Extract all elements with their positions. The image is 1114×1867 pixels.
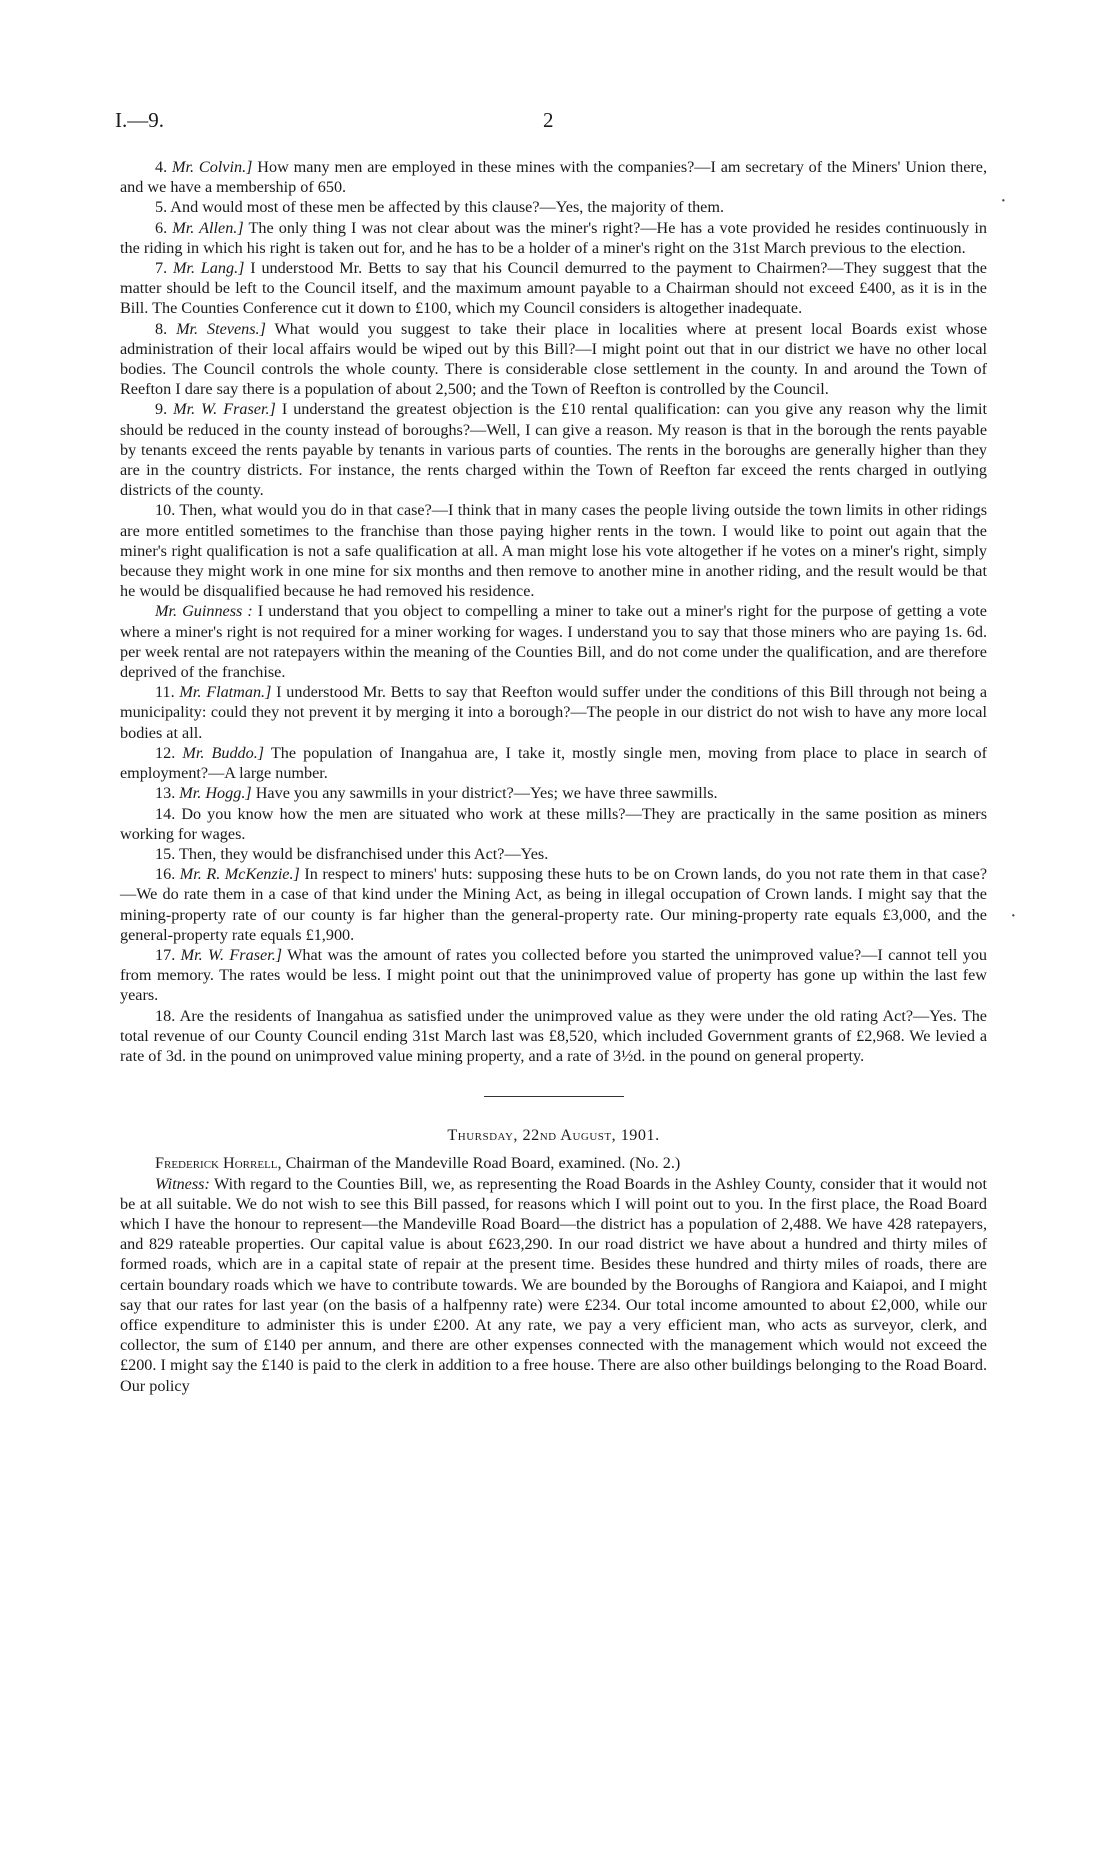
paragraph-number: 15. bbox=[155, 844, 176, 863]
paragraph-number: 10. bbox=[155, 501, 176, 520]
witness-text: With regard to the Counties Bill, we, as representing the Road Boards in the Ashley County, consider that it would not be at all suitable. We do not wish to see this Bill passed, for reasons which I will point out to you. In the first place, the Road Board which I have the honour to represent—the Mandeville Road Board—the district has a population of 2,488. We have 428 ratepayers, and 829 rateable properties. Our capital value is about £623,290. In our road district we have about a hundred and thirty miles of formed roads, which are in a capital state of repair at the present time. Besides these hundred and thirty miles of roads, there are certain boundary roads which we have to contribute towards. We are bounded by the Boroughs of Rangiora and Kaiapoi, and I might say that our rates for last year (on the basis of a halfpenny rate) were £234. Our total income amounted to about £2,000, while our office expenditure to administer this is under £200. At any rate, we pay a very efficient man, who acts as surveyor, clerk, and collector, the sum of £140 per annum, and there are other expenses connected with the management which would not exceed the £200. I might say the £140 is paid to the clerk in addition to a free house. There are also other buildings belonging to the Road Board. Our policy bbox=[120, 1174, 987, 1395]
qa-paragraph bbox=[120, 864, 987, 945]
qa-paragraph bbox=[120, 399, 987, 500]
qa-paragraph bbox=[120, 218, 987, 258]
document-reference: I.—9. bbox=[115, 108, 164, 132]
paragraph-number: 9. bbox=[155, 400, 168, 419]
speaker-name: Mr. Flatman.] bbox=[179, 683, 272, 702]
paragraph-number: 18. bbox=[155, 1006, 176, 1025]
speaker-name: Mr. W. Fraser.] bbox=[180, 945, 283, 964]
qa-paragraph bbox=[120, 258, 987, 319]
paragraph-text: And would most of these men be affected by this clause?—Yes, the majority of them. bbox=[170, 198, 725, 217]
paragraph-text: In respect to miners' huts: supposing these huts to be on Crown lands, do you not rate them in that case?—We do rate them in a case of that kind under the Mining Act, as being in illegal occupation of Crown lands. I might say that the mining-property rate of our county is far higher than the general-property rate. Our mining-property rate equals £3,000, and the general-property rate equals £1,900. bbox=[120, 865, 988, 944]
qa-paragraph bbox=[120, 743, 987, 783]
paragraph-text: Then, what would you do in that case?—I think that in many cases the people living outside the town limits in other ridings are more entitled sometimes to the franchise than those paying higher rents in the town. I would like to point out again that the miner's right qualification is not a safe qualification at all. A man might lose his vote altogether if he votes on a miner's right, simply because they might work in one mine for six months and then remove to another mine in another riding, and the result would be that he would be disqualified because he had removed his residence. bbox=[120, 501, 987, 601]
witness-description: Chairman of the Mandeville Road Board, examined. (No. 2.) bbox=[281, 1154, 681, 1173]
qa-paragraph bbox=[120, 319, 987, 400]
qa-paragraph bbox=[120, 783, 987, 803]
paragraph-number: 12. bbox=[155, 743, 176, 762]
witness-heading bbox=[120, 1153, 987, 1173]
paragraph-number: 5. bbox=[155, 198, 168, 217]
speaker-name: Mr. Hogg.] bbox=[179, 784, 252, 803]
speaker-name: Mr. W. Fraser.] bbox=[173, 400, 276, 419]
paragraph-text: Are the residents of Inangahua as satisfied under the unimproved value as they were under the old rating Act?—Yes. The total revenue of our County Council ending 31st March last was £8,520, which included Government grants of £2,968. We levied a rate of 3d. in the pound on unimproved value mining property, and a rate of 3½d. in the pound on general property. bbox=[120, 1006, 987, 1065]
document-body bbox=[120, 157, 987, 1396]
paragraph-number: 11. bbox=[155, 683, 175, 702]
paragraph-number: 8. bbox=[155, 319, 168, 338]
speaker-name: Mr. Allen.] bbox=[172, 218, 244, 237]
qa-paragraph bbox=[120, 682, 987, 743]
margin-mark-2: · bbox=[1010, 905, 1017, 927]
section-date: Thursday, 22nd August, 1901. bbox=[447, 1126, 660, 1145]
paragraph-text: What was the amount of rates you collected before you started the unimproved value?—I cannot tell you from memory. The rates would be less. I might point out that the uninimproved value of property has gone up within the last few years. bbox=[120, 945, 988, 1005]
page-number: 2 bbox=[543, 108, 554, 132]
speaker-name: Mr. Buddo.] bbox=[182, 743, 265, 762]
paragraph-number: 7. bbox=[155, 259, 168, 278]
paragraph-number: 4. bbox=[155, 158, 168, 176]
paragraph-text: The population of Inangahua are, I take it, mostly single men, moving from place to place in search of employment?—A large number. bbox=[120, 743, 988, 783]
speaker-name: Mr. Lang.] bbox=[172, 259, 245, 278]
qa-paragraph bbox=[120, 500, 987, 601]
paragraph-text: I understood Mr. Betts to say that Reefton would suffer under the conditions of this Bill through not being a municipality: could they not prevent it by merging it into a borough?—The people in our district do not wish to have any more local bodies at all. bbox=[120, 683, 988, 742]
margin-mark-1: · bbox=[1000, 190, 1007, 212]
paragraph-text: I understand that you object to compelling a miner to take out a miner's right for the purpose of getting a vote where a miner's right is not required for a miner working for wages. I understand you to say that those miners who are paying 1s. 6d. per week rental are not ratepayers within the meaning of the Counties Bill, and do not come under the qualification, and are therefore deprived of the franchise. bbox=[120, 602, 987, 682]
qa-paragraph bbox=[120, 197, 987, 217]
qa-paragraph bbox=[120, 804, 987, 844]
witness-statement bbox=[120, 1174, 987, 1396]
speaker-name: Mr. Stevens.] bbox=[176, 319, 266, 338]
speaker-name: Mr. Guinness : bbox=[155, 602, 253, 621]
paragraph-text: The only thing I was not clear about was the miner's right?—He has a vote provided he resides continuously in the riding in which his right is taken out for, and he has to be a holder of a miner's right on the 31st March previous to the election. bbox=[120, 218, 987, 257]
paragraph-text: How many men are employed in these mines with the companies?—I am secretary of the Miners' Union there, and we have a membership of 650. bbox=[120, 158, 988, 197]
qa-paragraph bbox=[120, 1006, 987, 1067]
section-divider bbox=[484, 1096, 624, 1097]
paragraph-text: What would you suggest to take their place in localities where at present local Boards exist whose administration of their local affairs would be wiped out by this Bill?—I might point out that in our district we have no other local bodies. The Council controls the whole county. There is considerable close settlement in the county. In and around the Town of Reefton I dare say there is a population of about 2,500; and the Town of Reefton is controlled by the Council. bbox=[120, 319, 988, 399]
paragraph-text: Have you any sawmills in your district?—Yes; we have three sawmills. bbox=[251, 784, 718, 803]
paragraph-number: 13. bbox=[155, 784, 176, 803]
speaker-name: Mr. Colvin.] bbox=[172, 158, 253, 176]
paragraph-text: Do you know how the men are situated who work at these mills?—They are practically in the same position as miners working for wages. bbox=[120, 804, 987, 843]
witness-name: Frederick Horrell, bbox=[155, 1154, 282, 1173]
speaker-name: Mr. R. McKenzie.] bbox=[179, 865, 300, 884]
paragraph-number: 14. bbox=[155, 804, 176, 823]
paragraph-text: Then, they would be disfranchised under this Act?—Yes. bbox=[179, 844, 549, 863]
qa-paragraph bbox=[120, 945, 987, 1006]
qa-paragraph bbox=[120, 601, 987, 682]
paragraph-number: 17. bbox=[155, 945, 176, 964]
witness-label: Witness: bbox=[155, 1174, 210, 1193]
paragraph-text: I understood Mr. Betts to say that his Council demurred to the payment to Chairmen?—They suggest that the matter should be left to the Council itself, and the maximum amount payable to a Chairman should not exceed £400, as it is in the Bill. The Counties Conference cut it down to £100, which my Council considers is altogether inadequate. bbox=[120, 259, 987, 318]
qa-paragraph bbox=[120, 157, 987, 197]
question-answer-list bbox=[120, 157, 987, 1066]
paragraph-number: 6. bbox=[155, 218, 168, 237]
qa-paragraph bbox=[120, 844, 987, 864]
paragraph-number: 16. bbox=[155, 865, 176, 884]
paragraph-text: I understand the greatest objection is the £10 rental qualification: can you give any reason why the limit should be reduced in the county instead of boroughs?—Well, I can give a reason. My reason is that in the borough the rents payable by tenants exceed the rents payable by tenants in various parts of counties. The rents in the boroughs are generally higher than they are in the country districts. For instance, the rents charged within the Town of Reefton far exceed the rents charged in outlying districts of the county. bbox=[120, 400, 987, 500]
